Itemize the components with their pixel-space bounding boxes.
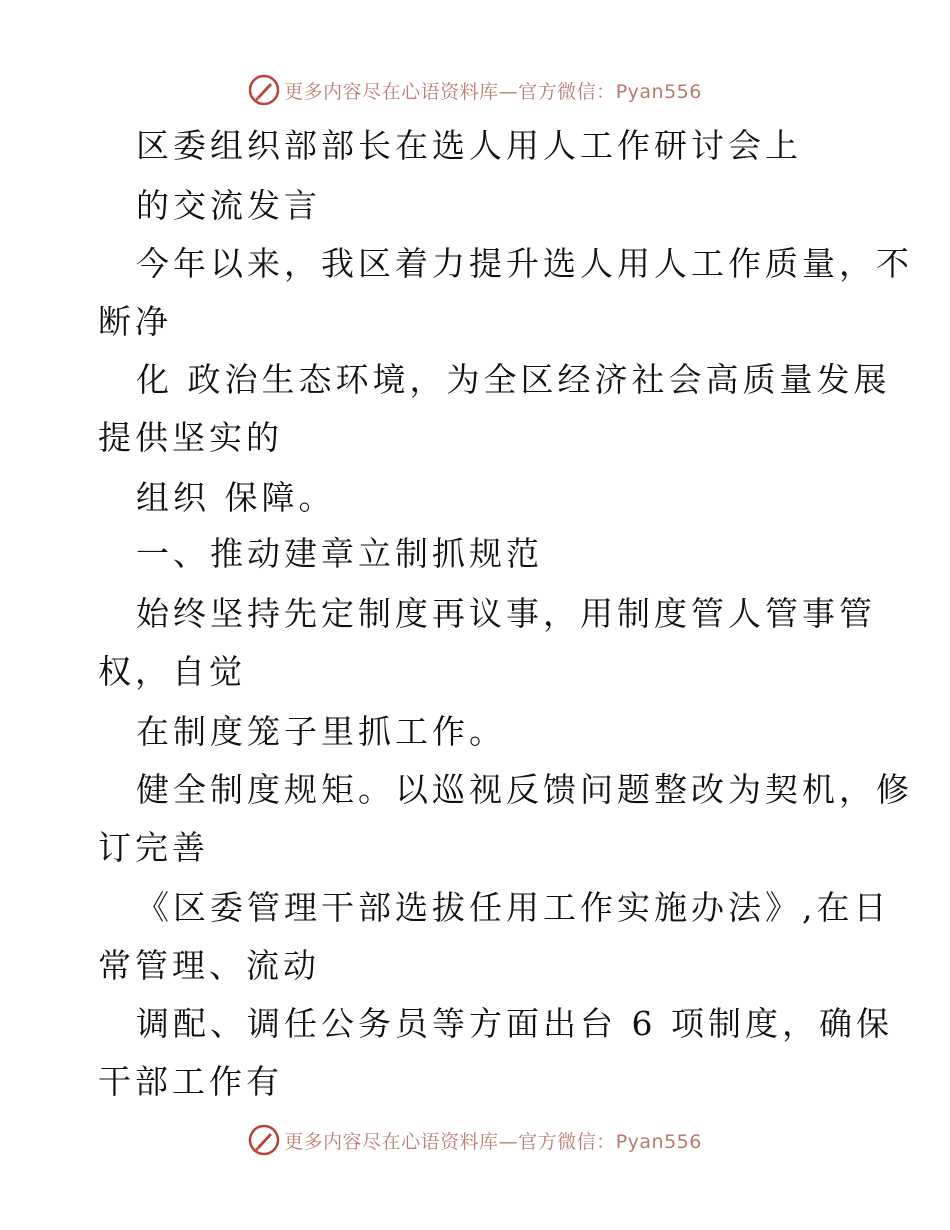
banner-main-text: 更多内容尽在心语资料库 <box>284 80 499 103</box>
banner-wechat-label: 官方微信： <box>518 80 616 103</box>
paragraph-line: 干部工作有 <box>98 1062 283 1101</box>
banner-text <box>284 1127 702 1154</box>
footer-watermark-banner <box>0 1120 950 1160</box>
paragraph-line: 组织 保障。 <box>136 478 336 517</box>
paragraph-line: 调配、调任公务员等方面出台 6 项制度，确保 <box>136 1004 893 1043</box>
paragraph-line: 提供坚实的 <box>98 418 283 457</box>
paragraph-line: 订完善 <box>98 828 209 867</box>
banner-wechat-label: 官方微信： <box>518 1130 616 1153</box>
paragraph-line: 常管理、流动 <box>98 946 320 985</box>
paragraph-line: 在制度笼子里抓工作。 <box>136 712 506 751</box>
paragraph-line: 健全制度规矩。以巡视反馈问题整改为契机，修 <box>136 770 913 809</box>
banner-wechat-id: Pyan556 <box>615 1130 702 1153</box>
paragraph-line: 化 政治生态环境，为全区经济社会高质量发展 <box>136 360 891 399</box>
banner-dash: — <box>498 80 519 103</box>
paragraph-line: 今年以来，我区着力提升选人用人工作质量，不 <box>136 244 913 283</box>
paragraph-line: 断净 <box>98 302 172 341</box>
paragraph-line: 权，自觉 <box>98 652 246 691</box>
banner-text <box>284 77 702 104</box>
header-watermark-banner <box>0 70 950 110</box>
paragraph-line: 《区委管理干部选拔任用工作实施办法》,在日 <box>136 888 891 927</box>
document-title-line-2: 的交流发言 <box>136 186 321 225</box>
banner-wechat-id: Pyan556 <box>615 80 702 103</box>
quill-pen-logo-icon <box>248 74 280 106</box>
document-title-line-1: 区委组织部部长在选人用人工作研讨会上 <box>136 126 802 165</box>
quill-pen-logo-icon <box>248 1124 280 1156</box>
banner-dash: — <box>498 1130 519 1153</box>
banner-main-text: 更多内容尽在心语资料库 <box>284 1130 499 1153</box>
paragraph-line: 始终坚持先定制度再议事，用制度管人管事管 <box>136 594 876 633</box>
section-heading: 一、推动建章立制抓规范 <box>136 534 543 573</box>
